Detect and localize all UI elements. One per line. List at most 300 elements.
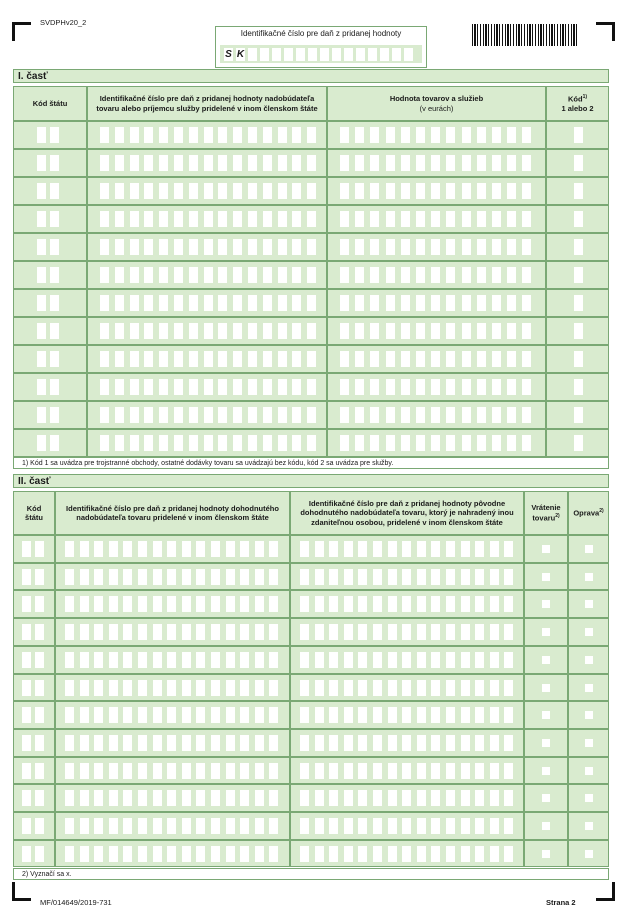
part1-row-state-char-box[interactable] [50, 435, 59, 451]
part1-row-code[interactable] [546, 177, 609, 205]
part1-row-id-char-box[interactable] [174, 239, 183, 255]
part2-row-id-new-char-box[interactable] [226, 818, 235, 834]
part1-row-value-char-box[interactable] [477, 379, 486, 395]
part2-row-id-old[interactable] [290, 646, 524, 674]
part1-row-id-char-box[interactable] [100, 323, 109, 339]
part2-row-id-new-char-box[interactable] [269, 624, 278, 640]
part1-row-value-char-box[interactable] [386, 127, 395, 143]
part1-row-id-char-box[interactable] [159, 351, 168, 367]
part2-row-id-old-char-box[interactable] [417, 541, 426, 557]
part2-row-id-new-char-box[interactable] [80, 790, 89, 806]
part2-row-id-old-char-box[interactable] [402, 735, 411, 751]
part1-row-value-char-box[interactable] [431, 435, 440, 451]
part2-row-id-new-char-box[interactable] [94, 541, 103, 557]
part2-row-id-new[interactable] [55, 618, 290, 646]
part2-row-id-new-char-box[interactable] [196, 569, 205, 585]
part1-row-value-char-box[interactable] [462, 407, 471, 423]
part1-row-value[interactable] [327, 429, 546, 457]
part1-row-id-char-box[interactable] [115, 435, 124, 451]
part2-row-id-old-char-box[interactable] [402, 707, 411, 723]
part1-row-value-char-box[interactable] [446, 351, 455, 367]
part1-row-id-char-box[interactable] [307, 155, 316, 171]
part2-row-id-old-char-box[interactable] [490, 846, 499, 862]
part2-row-id-old-char-box[interactable] [300, 596, 309, 612]
part1-row-value-char-box[interactable] [355, 211, 364, 227]
part1-row-value-char-box[interactable] [462, 351, 471, 367]
part2-row-id-new-char-box[interactable] [94, 707, 103, 723]
part1-row-value-char-box[interactable] [401, 351, 410, 367]
part1-row-id-char-box[interactable] [233, 155, 242, 171]
part1-row-id-char-box[interactable] [115, 155, 124, 171]
part1-row-id-char-box[interactable] [233, 267, 242, 283]
part1-row-id-char-box[interactable] [263, 379, 272, 395]
part2-row-id-new-char-box[interactable] [123, 624, 132, 640]
part1-row-id-char-box[interactable] [115, 127, 124, 143]
part1-row-id-char-box[interactable] [278, 295, 287, 311]
part1-row-value-char-box[interactable] [492, 127, 501, 143]
part1-row-value[interactable] [327, 345, 546, 373]
part2-row-id-old-char-box[interactable] [417, 790, 426, 806]
part2-row-id-new-char-box[interactable] [255, 652, 264, 668]
part1-row-id-char-box[interactable] [189, 155, 198, 171]
part1-row-value-char-box[interactable] [416, 155, 425, 171]
part1-row-value-char-box[interactable] [446, 127, 455, 143]
part2-row-state-char-box[interactable] [35, 818, 44, 834]
part1-row-value-char-box[interactable] [416, 267, 425, 283]
part1-row-state-char-box[interactable] [50, 239, 59, 255]
part2-row-id-new-char-box[interactable] [211, 735, 220, 751]
part1-row-code[interactable] [546, 205, 609, 233]
part1-row-value-char-box[interactable] [340, 267, 349, 283]
part2-row-id-old-char-box[interactable] [329, 763, 338, 779]
part1-row-id-char-box[interactable] [115, 295, 124, 311]
part1-row-id-char-box[interactable] [307, 127, 316, 143]
part1-row-id-char-box[interactable] [189, 127, 198, 143]
part1-row-value-char-box[interactable] [370, 127, 379, 143]
part1-row-id[interactable] [87, 177, 327, 205]
part2-row-id-new-char-box[interactable] [109, 541, 118, 557]
part2-row-id-new-char-box[interactable] [269, 596, 278, 612]
part2-row-id-old-char-box[interactable] [461, 735, 470, 751]
part1-row-state-char-box[interactable] [50, 407, 59, 423]
part2-row-id-old[interactable] [290, 757, 524, 784]
part1-row-id-char-box[interactable] [292, 323, 301, 339]
part2-row-id-old-char-box[interactable] [504, 790, 513, 806]
part2-row-id-new-char-box[interactable] [94, 680, 103, 696]
part2-row-id-old-char-box[interactable] [373, 624, 382, 640]
part1-row-value-char-box[interactable] [370, 379, 379, 395]
part1-row-value-char-box[interactable] [492, 379, 501, 395]
part2-row-id-old-char-box[interactable] [329, 790, 338, 806]
part2-row-id-old-char-box[interactable] [490, 596, 499, 612]
part1-row-id-char-box[interactable] [278, 435, 287, 451]
part2-row-state[interactable] [13, 784, 55, 812]
part2-row-id-old-char-box[interactable] [417, 652, 426, 668]
part2-row-id-new-char-box[interactable] [123, 735, 132, 751]
part2-row-correction-checkbox[interactable] [585, 850, 593, 858]
part1-row-value-char-box[interactable] [507, 435, 516, 451]
part1-row-value-char-box[interactable] [507, 379, 516, 395]
part2-row-correction-checkbox[interactable] [585, 656, 593, 664]
vat-id-char-cell[interactable] [308, 48, 317, 61]
part1-row-value-char-box[interactable] [370, 183, 379, 199]
part1-row-id-char-box[interactable] [204, 127, 213, 143]
part2-row-id-new-char-box[interactable] [65, 624, 74, 640]
part2-row-id-new-char-box[interactable] [138, 569, 147, 585]
part2-row-id-new-char-box[interactable] [211, 624, 220, 640]
part2-row-id-old-char-box[interactable] [315, 818, 324, 834]
part2-row-id-old-char-box[interactable] [490, 790, 499, 806]
part2-row-return-checkbox[interactable] [542, 850, 550, 858]
part2-row-id-new-char-box[interactable] [138, 652, 147, 668]
part2-row-id-new-char-box[interactable] [255, 541, 264, 557]
part2-row-id-old-char-box[interactable] [446, 846, 455, 862]
part2-row-id-old-char-box[interactable] [417, 596, 426, 612]
part1-row-value-char-box[interactable] [340, 155, 349, 171]
part1-row-id[interactable] [87, 149, 327, 177]
part1-row-code[interactable] [546, 289, 609, 317]
part1-row-id[interactable] [87, 121, 327, 149]
part2-row-state-char-box[interactable] [35, 680, 44, 696]
part1-row-id-char-box[interactable] [100, 239, 109, 255]
part2-row-id-new-char-box[interactable] [269, 680, 278, 696]
part1-row-id-char-box[interactable] [144, 435, 153, 451]
part2-row-id-old-char-box[interactable] [402, 763, 411, 779]
part2-row-id-new-char-box[interactable] [65, 652, 74, 668]
part1-row-id-char-box[interactable] [144, 295, 153, 311]
part1-row-value-char-box[interactable] [477, 155, 486, 171]
part2-row-id-old-char-box[interactable] [417, 680, 426, 696]
part1-row-id-char-box[interactable] [130, 407, 139, 423]
part1-row-id-char-box[interactable] [144, 407, 153, 423]
part2-row-id-old-char-box[interactable] [388, 763, 397, 779]
part1-row-id-char-box[interactable] [130, 435, 139, 451]
part2-row-id-old[interactable] [290, 563, 524, 590]
part1-row-id-char-box[interactable] [292, 379, 301, 395]
part2-row-id-old-char-box[interactable] [490, 569, 499, 585]
part2-row-id-old-char-box[interactable] [475, 763, 484, 779]
part1-row-value-char-box[interactable] [370, 435, 379, 451]
part2-row-state[interactable] [13, 646, 55, 674]
part1-row-id-char-box[interactable] [263, 323, 272, 339]
part1-row-id-char-box[interactable] [263, 407, 272, 423]
part1-row-value-char-box[interactable] [340, 239, 349, 255]
part1-row-id-char-box[interactable] [100, 435, 109, 451]
part1-row-value[interactable] [327, 177, 546, 205]
part2-row-return-checkbox[interactable] [542, 822, 550, 830]
part1-row-value-char-box[interactable] [401, 323, 410, 339]
part1-row-id-char-box[interactable] [100, 183, 109, 199]
part2-row-id-new-char-box[interactable] [240, 735, 249, 751]
part2-row-id-old-char-box[interactable] [490, 652, 499, 668]
part2-row-id-old-char-box[interactable] [358, 541, 367, 557]
part2-row-id-new-char-box[interactable] [182, 818, 191, 834]
part1-row-id-char-box[interactable] [115, 323, 124, 339]
part2-row-state[interactable] [13, 729, 55, 757]
part2-row-id-new-char-box[interactable] [240, 624, 249, 640]
part1-row-id-char-box[interactable] [233, 351, 242, 367]
part2-row-id-new-char-box[interactable] [167, 763, 176, 779]
part1-row-id-char-box[interactable] [263, 155, 272, 171]
part1-row-value-char-box[interactable] [386, 155, 395, 171]
part2-row-id-old-char-box[interactable] [329, 652, 338, 668]
part2-row-id-old-char-box[interactable] [461, 596, 470, 612]
part2-row-id-new-char-box[interactable] [255, 763, 264, 779]
part1-row-state[interactable] [13, 177, 87, 205]
part1-row-state-char-box[interactable] [37, 183, 46, 199]
part2-row-id-old-char-box[interactable] [504, 541, 513, 557]
part2-row-id-old-char-box[interactable] [358, 846, 367, 862]
part1-row-id-char-box[interactable] [248, 379, 257, 395]
part1-row-id-char-box[interactable] [292, 351, 301, 367]
part2-row-id-new-char-box[interactable] [196, 624, 205, 640]
part2-row-state[interactable] [13, 701, 55, 729]
vat-id-char-cell[interactable] [356, 48, 365, 61]
part1-row-id-char-box[interactable] [174, 379, 183, 395]
part2-row-id-old-char-box[interactable] [461, 541, 470, 557]
part1-row-value-char-box[interactable] [522, 183, 531, 199]
part2-row-id-old-char-box[interactable] [373, 763, 382, 779]
part1-row-id-char-box[interactable] [218, 379, 227, 395]
part1-row-id-char-box[interactable] [307, 407, 316, 423]
part1-row-value-char-box[interactable] [462, 323, 471, 339]
part1-row-code[interactable] [546, 149, 609, 177]
part2-row-id-new-char-box[interactable] [167, 790, 176, 806]
part2-row-return-checkbox[interactable] [542, 684, 550, 692]
part2-row-id-new-char-box[interactable] [80, 652, 89, 668]
part2-row-id-new-char-box[interactable] [211, 541, 220, 557]
part2-row-id-old-char-box[interactable] [358, 624, 367, 640]
part1-row-value-char-box[interactable] [446, 183, 455, 199]
part1-row-id-char-box[interactable] [159, 211, 168, 227]
part1-row-value-char-box[interactable] [355, 295, 364, 311]
part2-row-id-new-char-box[interactable] [182, 846, 191, 862]
part1-row-code[interactable] [546, 429, 609, 457]
part2-row-id-new-char-box[interactable] [153, 652, 162, 668]
part1-row-value-char-box[interactable] [462, 127, 471, 143]
part2-row-state-char-box[interactable] [35, 541, 44, 557]
part1-row-id-char-box[interactable] [174, 351, 183, 367]
part2-row-id-old-char-box[interactable] [461, 624, 470, 640]
part2-row-id-old[interactable] [290, 535, 524, 563]
part2-row-id-new-char-box[interactable] [138, 818, 147, 834]
part1-row-id-char-box[interactable] [159, 155, 168, 171]
part2-row-id-new-char-box[interactable] [138, 763, 147, 779]
part2-row-state-char-box[interactable] [22, 569, 31, 585]
part2-row-id-new-char-box[interactable] [240, 846, 249, 862]
part2-row-id-old-char-box[interactable] [490, 707, 499, 723]
part2-row-id-old-char-box[interactable] [402, 846, 411, 862]
part2-row-id-new-char-box[interactable] [94, 818, 103, 834]
part2-row-id-old-char-box[interactable] [344, 763, 353, 779]
part2-row-id-new-char-box[interactable] [255, 680, 264, 696]
part1-row-code-char-box[interactable] [574, 127, 583, 143]
part1-row-code-char-box[interactable] [574, 239, 583, 255]
part2-row-correction-checkbox[interactable] [585, 711, 593, 719]
part1-row-id-char-box[interactable] [218, 127, 227, 143]
part2-row-id-new-char-box[interactable] [226, 596, 235, 612]
part2-row-id-new[interactable] [55, 590, 290, 618]
part1-row-value-char-box[interactable] [340, 407, 349, 423]
part2-row-id-old-char-box[interactable] [431, 652, 440, 668]
part2-row-id-old-char-box[interactable] [373, 596, 382, 612]
part1-row-value-char-box[interactable] [522, 211, 531, 227]
part2-row-id-old-char-box[interactable] [315, 707, 324, 723]
part2-row-id-new-char-box[interactable] [240, 652, 249, 668]
part1-row-id-char-box[interactable] [159, 127, 168, 143]
part2-row-id-old-char-box[interactable] [490, 624, 499, 640]
part1-row-state-char-box[interactable] [50, 295, 59, 311]
part1-row-id-char-box[interactable] [100, 267, 109, 283]
part2-row-id-new-char-box[interactable] [109, 735, 118, 751]
part1-row-id-char-box[interactable] [263, 267, 272, 283]
part2-row-id-new-char-box[interactable] [123, 707, 132, 723]
part1-row-value[interactable] [327, 149, 546, 177]
part1-row-value-char-box[interactable] [401, 211, 410, 227]
part1-row-value-char-box[interactable] [507, 183, 516, 199]
part2-row-id-old-char-box[interactable] [402, 596, 411, 612]
part1-row-id-char-box[interactable] [189, 407, 198, 423]
part2-row-id-old-char-box[interactable] [461, 680, 470, 696]
part1-row-value-char-box[interactable] [446, 239, 455, 255]
part1-row-value-char-box[interactable] [386, 435, 395, 451]
part2-row-id-new-char-box[interactable] [94, 596, 103, 612]
part2-row-id-old-char-box[interactable] [417, 735, 426, 751]
part2-row-state[interactable] [13, 618, 55, 646]
part1-row-value-char-box[interactable] [492, 267, 501, 283]
part1-row-value-char-box[interactable] [401, 127, 410, 143]
part2-row-id-new-char-box[interactable] [182, 541, 191, 557]
part2-row-id-new-char-box[interactable] [269, 790, 278, 806]
part2-row-id-new-char-box[interactable] [153, 624, 162, 640]
part1-row-id[interactable] [87, 429, 327, 457]
part2-row-id-old-char-box[interactable] [373, 818, 382, 834]
part1-row-id-char-box[interactable] [292, 155, 301, 171]
part2-row-state-char-box[interactable] [35, 790, 44, 806]
part1-row-id-char-box[interactable] [130, 183, 139, 199]
part1-row-value-char-box[interactable] [355, 267, 364, 283]
part1-row-value-char-box[interactable] [507, 351, 516, 367]
part1-row-state-char-box[interactable] [50, 379, 59, 395]
part1-row-value-char-box[interactable] [492, 435, 501, 451]
part2-row-id-old[interactable] [290, 618, 524, 646]
part1-row-state-char-box[interactable] [50, 211, 59, 227]
part1-row-id-char-box[interactable] [248, 127, 257, 143]
part2-row-return-checkbox[interactable] [542, 628, 550, 636]
part1-row-value-char-box[interactable] [431, 407, 440, 423]
part2-row-id-old-char-box[interactable] [431, 680, 440, 696]
part1-row-id-char-box[interactable] [233, 183, 242, 199]
part2-row-id-new-char-box[interactable] [65, 735, 74, 751]
part2-row-id-new-char-box[interactable] [80, 846, 89, 862]
part2-row-id-new[interactable] [55, 840, 290, 867]
part2-row-id-old-char-box[interactable] [315, 596, 324, 612]
part1-row-id-char-box[interactable] [278, 183, 287, 199]
part2-row-id-new-char-box[interactable] [196, 735, 205, 751]
part1-row-id-char-box[interactable] [204, 351, 213, 367]
part1-row-value-char-box[interactable] [522, 379, 531, 395]
part2-row-state-char-box[interactable] [22, 790, 31, 806]
part1-row-value-char-box[interactable] [416, 183, 425, 199]
part2-row-id-new-char-box[interactable] [182, 624, 191, 640]
part1-row-value-char-box[interactable] [355, 323, 364, 339]
part1-row-code-char-box[interactable] [574, 351, 583, 367]
part1-row-code-char-box[interactable] [574, 295, 583, 311]
part1-row-value-char-box[interactable] [370, 267, 379, 283]
part1-row-id-char-box[interactable] [204, 155, 213, 171]
part2-row-id-new-char-box[interactable] [123, 790, 132, 806]
part1-row-value-char-box[interactable] [522, 351, 531, 367]
part2-row-id-new-char-box[interactable] [196, 680, 205, 696]
part2-row-correction-checkbox[interactable] [585, 628, 593, 636]
part2-row-id-new-char-box[interactable] [65, 680, 74, 696]
part2-row-id-old-char-box[interactable] [446, 541, 455, 557]
part2-row-id-old-char-box[interactable] [315, 652, 324, 668]
part1-row-id-char-box[interactable] [189, 183, 198, 199]
part2-row-id-new-char-box[interactable] [65, 596, 74, 612]
part1-row-id-char-box[interactable] [307, 295, 316, 311]
part1-row-id-char-box[interactable] [204, 407, 213, 423]
part1-row-id-char-box[interactable] [248, 211, 257, 227]
part1-row-value-char-box[interactable] [462, 295, 471, 311]
part1-row-id-char-box[interactable] [159, 407, 168, 423]
part2-row-id-new-char-box[interactable] [226, 735, 235, 751]
part1-row-id-char-box[interactable] [233, 407, 242, 423]
part1-row-value-char-box[interactable] [462, 155, 471, 171]
part2-row-id-old-char-box[interactable] [504, 569, 513, 585]
part2-row-id-old[interactable] [290, 701, 524, 729]
part2-row-id-new-char-box[interactable] [240, 541, 249, 557]
part2-row-id-old-char-box[interactable] [446, 680, 455, 696]
part1-row-value-char-box[interactable] [370, 323, 379, 339]
part1-row-value-char-box[interactable] [386, 351, 395, 367]
part1-row-state[interactable] [13, 373, 87, 401]
part1-row-value-char-box[interactable] [446, 267, 455, 283]
part2-row-id-new-char-box[interactable] [138, 596, 147, 612]
part2-row-id-old-char-box[interactable] [315, 735, 324, 751]
part1-row-state-char-box[interactable] [37, 379, 46, 395]
part2-row-id-old-char-box[interactable] [373, 790, 382, 806]
part1-row-value-char-box[interactable] [370, 155, 379, 171]
part1-row-code[interactable] [546, 345, 609, 373]
part1-row-id-char-box[interactable] [218, 351, 227, 367]
part1-row-value-char-box[interactable] [401, 239, 410, 255]
part2-row-id-old-char-box[interactable] [329, 596, 338, 612]
part2-row-return-checkbox[interactable] [542, 545, 550, 553]
part1-row-value[interactable] [327, 121, 546, 149]
part1-row-code-char-box[interactable] [574, 267, 583, 283]
part1-row-state-char-box[interactable] [37, 295, 46, 311]
part2-row-id-old-char-box[interactable] [475, 707, 484, 723]
part1-row-id-char-box[interactable] [144, 155, 153, 171]
part1-row-id-char-box[interactable] [204, 211, 213, 227]
part2-row-id-new-char-box[interactable] [167, 707, 176, 723]
part2-row-id-old-char-box[interactable] [344, 818, 353, 834]
part2-row-id-new-char-box[interactable] [240, 680, 249, 696]
part2-row-id-old-char-box[interactable] [344, 596, 353, 612]
part2-row-id-new-char-box[interactable] [138, 790, 147, 806]
part1-row-value[interactable] [327, 401, 546, 429]
part2-row-id-old-char-box[interactable] [388, 652, 397, 668]
part2-row-state-char-box[interactable] [22, 707, 31, 723]
part1-row-value-char-box[interactable] [431, 351, 440, 367]
part2-row-id-old-char-box[interactable] [504, 680, 513, 696]
part2-row-id-old-char-box[interactable] [300, 541, 309, 557]
part2-row-id-new-char-box[interactable] [80, 569, 89, 585]
part2-row-id-new-char-box[interactable] [123, 541, 132, 557]
part1-row-value-char-box[interactable] [522, 407, 531, 423]
part2-row-id-old-char-box[interactable] [358, 569, 367, 585]
